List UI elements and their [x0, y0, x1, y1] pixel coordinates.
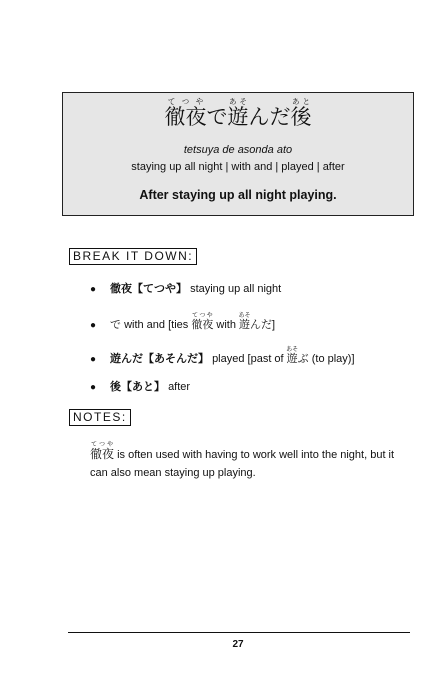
page-number: 27: [232, 639, 244, 650]
japanese-sentence: [63, 97, 413, 128]
bullet-icon: ●: [90, 320, 97, 331]
romaji-line: tetsuya de asonda ato: [183, 144, 293, 156]
break-it-down-label: BREAK IT DOWN:: [69, 248, 197, 265]
list-item: ● 徹夜【てつや】 staying up all night: [90, 280, 410, 299]
notes-label: NOTES:: [69, 409, 131, 426]
word-tetsuya: 徹夜てつや: [164, 97, 207, 129]
particle-de: で: [206, 105, 228, 129]
list-item: ● 後【あと】 after: [90, 378, 410, 397]
bullet-icon: ●: [90, 382, 97, 393]
gloss-line: staying up all night | with and | played | after: [131, 161, 345, 173]
bullet-icon: ●: [90, 284, 97, 295]
notes-paragraph: 徹夜てつや is often used with having to work well into the night, but it can also mean staying up playing.: [90, 441, 395, 479]
translation-line: After staying up all night playing.: [139, 188, 337, 202]
footer-divider: [68, 632, 410, 633]
word-ato: 後あと: [290, 97, 312, 129]
bullet-icon: ●: [90, 354, 97, 365]
word-aso: 遊あそ: [227, 97, 249, 129]
example-sentence-box: [62, 92, 414, 216]
okurigana-nda: んだ: [248, 105, 291, 129]
list-item: ● で with and [ties 徹夜てつや with 遊あそんだ]: [90, 312, 410, 335]
list-item: ● 遊んだ【あそんだ】 played [past of 遊あそぶ (to play)]: [90, 346, 410, 369]
